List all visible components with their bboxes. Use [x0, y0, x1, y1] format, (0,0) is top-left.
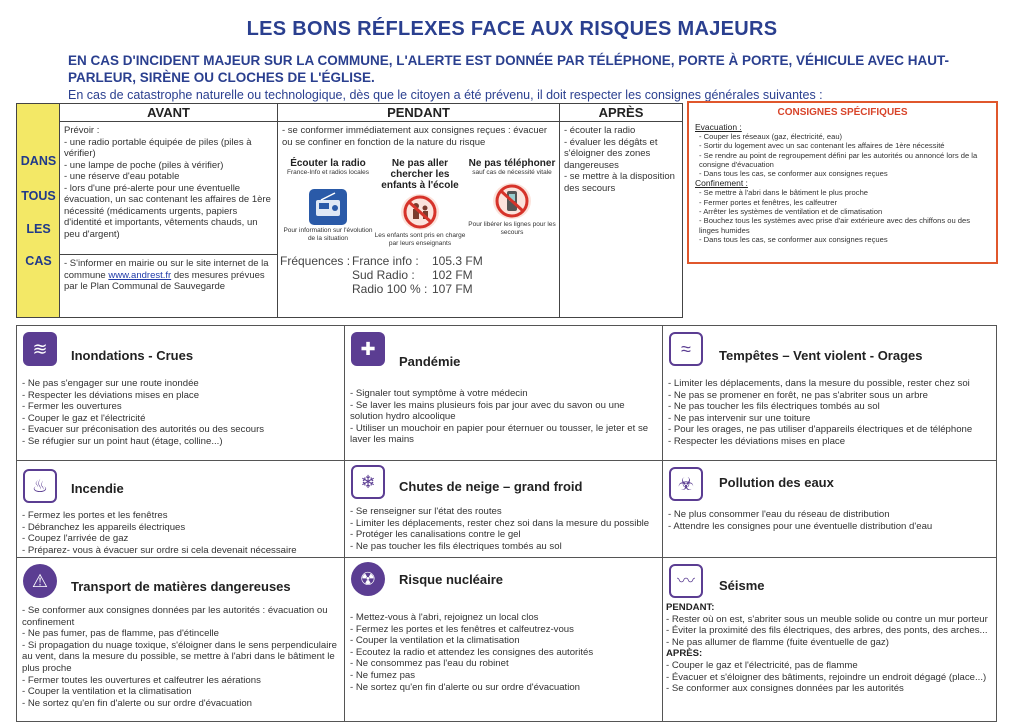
risk-line: - Fermer toutes les ouvertures et calfeutrer les aérations	[22, 674, 261, 686]
risk-card-inondations	[17, 326, 345, 461]
risk-card-pandemie	[345, 326, 663, 461]
risk-title: Risque nucléaire	[399, 572, 504, 587]
risk-line: - Protéger les canalisations contre le gel	[350, 529, 521, 541]
risk-title: Pollution des eaux	[719, 475, 834, 490]
risk-line: - Ne pas allumer de flamme (fuite éventuelle de gaz)	[666, 636, 889, 648]
seismic-icon: 〰	[669, 564, 703, 598]
pendant-action-caption: Pour information sur l'évolution de la situation	[283, 227, 373, 242]
risk-line: - Ne pas fumer, pas de flamme, pas d'étincelle	[22, 628, 219, 640]
ambulance-icon: ✚	[351, 332, 385, 366]
risk-line: - Ne pas toucher les fils électriques tombés au sol	[350, 540, 562, 552]
risk-line: - Ne sortez qu'en fin d'alerte ou sur ordre d'évacuation	[350, 681, 581, 693]
risk-line: - Se renseigner sur l'état des routes	[350, 506, 502, 517]
evacuation-item: - Couper les réseaux (gaz, électricité, eau)	[699, 132, 843, 141]
risk-line: - Limiter les déplacements, rester chez soi dans la mesure du possible	[350, 517, 650, 529]
risk-line: - Ne consommez pas l'eau du robinet	[350, 658, 509, 670]
risk-title: Séisme	[719, 578, 765, 593]
pendant-action-heading: Ne pas téléphoner	[468, 158, 556, 169]
risk-instructions	[668, 509, 993, 532]
apres-text	[560, 122, 682, 197]
risk-line: - Couper le gaz et l'électricité, pas de flamme	[666, 659, 858, 671]
flood-icon: ≋	[23, 332, 57, 366]
confinement-item: - Se mettre à l'abri dans le bâtiment le plus proche	[699, 188, 869, 198]
risk-line: - Évacuer et s'éloigner des bâtiments, rejoindre un endroit dégagé (place...)	[666, 671, 987, 683]
consignes-specifiques-box	[687, 101, 998, 264]
evacuation-item: - Sortir du logement avec un sac contenant les affaires de 1ère nécessité	[699, 141, 945, 151]
risk-card-pollution	[663, 461, 996, 558]
pendant-action-sub: France-Info et radios locales	[286, 169, 369, 176]
risk-line: - Pour les orages, ne pas utiliser d'appareils électriques et de téléphone	[668, 424, 973, 436]
risk-card-nucleaire	[345, 558, 663, 721]
nuclear-icon: ☢	[351, 562, 385, 596]
risk-line: - Ne fumez pas	[350, 669, 416, 681]
risk-title: Transport de matières dangereuses	[71, 579, 291, 594]
tous-label: TOUS	[21, 189, 56, 203]
general-instructions-table	[16, 103, 683, 318]
risk-line: - Ne pas se promener en forêt, ne pas s'abriter sous un arbre	[668, 389, 928, 401]
water-pollution-icon: ☣	[669, 467, 703, 501]
risk-line: - Se conformer aux consignes données par les autorités	[666, 683, 904, 695]
pendant-column	[278, 104, 560, 317]
pendant-action-caption: Les enfants sont pris en charge par leurs enseignants	[374, 232, 466, 247]
avant-column	[60, 104, 278, 317]
risk-line: - Fermez les portes et les fenêtres et calfeutrez-vous	[350, 623, 574, 635]
avant-line: Prévoir :	[64, 125, 100, 136]
risk-line: - Evacuer sur préconisation des autorités ou des secours	[22, 424, 265, 436]
risk-line: - Limiter les déplacements, dans la mesure du possible, rester chez soi	[668, 378, 970, 389]
risk-line: - Ne pas s'engager sur une route inondée	[22, 378, 199, 389]
risk-card-incendie	[17, 461, 345, 558]
pendant-action-caption: Pour libérer les lignes pour les secours	[468, 221, 556, 236]
risk-line: - Éviter la proximité des fils électriques, des arbres, des ponts, des arches...	[666, 625, 988, 637]
risk-line: - Respecter les déviations mises en place	[668, 435, 846, 447]
risk-instructions	[350, 612, 658, 693]
wind-icon: ≈	[669, 332, 703, 366]
avant-line: - lors d'une pré-alerte pour une éventuelle évacuation, un sac contenant les affaires de 1ère nécessité (médicaments urgents, papiers d'identité et importants, vêtements chauds, un peu d'argent)	[64, 182, 271, 240]
risk-line: - Se conformer aux consignes données par les autorités : évacuation ou confinement	[22, 605, 328, 628]
apres-header: APRÈS	[560, 104, 682, 122]
confinement-item: - Fermer portes et fenêtres, les calfeutrer	[699, 197, 838, 207]
apres-column	[560, 104, 682, 317]
risk-line: - Préparez- vous à évacuer sur ordre si cela devenait nécessaire	[22, 544, 297, 556]
risk-instructions	[22, 378, 340, 448]
no-phone-icon	[493, 183, 531, 219]
seisme-pendant-label: PENDANT:	[666, 602, 715, 613]
risk-line: - Fermer les ouvertures	[22, 401, 122, 413]
risk-line: - Se laver les mains plusieurs fois par jour avec du savon ou une solution hydro alcoolique	[350, 399, 625, 423]
risk-line: - Attendre les consignes pour une éventuelle distribution d'eau	[668, 520, 933, 532]
risk-instructions	[666, 602, 993, 695]
avant-info-before: - S'informer en mairie ou sur le site internet de la commune	[64, 258, 269, 281]
alert-text: EN CAS D'INCIDENT MAJEUR SUR LA COMMUNE, L'ALERTE EST DONNÉE PAR TÉLÉPHONE, PORTE À PORTE, VÉHICULE AVEC HAUT-PARLEUR, SIRÈNE OU CLOCHES DE L'ÉGLISE.	[68, 53, 949, 85]
risk-title: Inondations - Crues	[71, 348, 194, 363]
apres-line: - se mettre à la disposition des secours	[564, 171, 675, 194]
frequency-label: Fréquences :	[280, 254, 351, 268]
pendant-action-sub: sauf cas de nécessité vitale	[472, 169, 552, 176]
pendant-action-radio	[282, 158, 374, 243]
dans-label: DANS	[20, 154, 57, 168]
apres-line: - écouter la radio	[564, 125, 636, 136]
risk-card-seisme	[663, 558, 996, 721]
pendant-action-heading: Écouter la radio	[290, 158, 366, 169]
confinement-title: Confinement :	[695, 178, 748, 189]
commune-website-link[interactable]: www.andrest.fr	[108, 269, 172, 281]
risk-line: - Si propagation du nuage toxique, s'éloigner dans le sens perpendiculaire au vent, dans la mesure du possible, se mettre à l'abri dans le bâtiment le plus proche	[22, 639, 337, 674]
no-school-icon	[401, 194, 439, 230]
confinement-item: - Bouchez tous les systèmes avec prise d'air extérieure avec des chiffons ou des linges humides	[699, 216, 971, 235]
risk-instructions	[22, 510, 340, 556]
frequency-station: France info :	[352, 254, 419, 268]
hazmat-icon: ⚠	[23, 564, 57, 598]
pendant-action-school	[374, 158, 466, 248]
evacuation-item: - Se rendre au point de regroupement défini par les autorités ou annoncé lors de la consigne d'évacuation	[699, 150, 978, 169]
radio-frequencies	[278, 254, 560, 296]
risk-line: - Se réfugier sur un point haut (étage, colline...)	[22, 435, 223, 447]
avant-line: - une radio portable équipée de piles (piles à vérifier)	[64, 136, 252, 159]
risk-line: - Respecter les déviations mises en place	[22, 389, 200, 401]
risk-line: - Ne plus consommer l'eau du réseau de distribution	[668, 509, 890, 520]
risk-line: - Ne pas intervenir sur une toiture	[668, 412, 811, 424]
evacuation-item: - Dans tous les cas, se conformer aux consignes reçues	[699, 169, 888, 179]
avant-header: AVANT	[60, 104, 277, 122]
dans-tous-les-cas-column	[17, 104, 60, 317]
risk-title: Tempêtes – Vent violent - Orages	[719, 348, 923, 363]
risk-line: - Ne pas toucher les fils électriques tombés au sol	[668, 401, 880, 413]
risk-line: - Débranchez les appareils électriques	[22, 521, 186, 533]
risk-card-neige	[345, 461, 663, 558]
intro-text: En cas de catastrophe naturelle ou technologique, dès que le citoyen a été prévenu, il doit respecter les consignes générales suivantes :	[68, 88, 823, 102]
risks-grid	[16, 325, 997, 722]
risk-line: - Coupez l'arrivée de gaz	[22, 533, 129, 545]
risk-title: Incendie	[71, 481, 124, 496]
pendant-header: PENDANT	[278, 104, 559, 122]
avant-info	[60, 254, 278, 296]
fire-icon: ♨	[23, 469, 57, 503]
risk-title: Pandémie	[399, 354, 461, 369]
risk-line: - Ne sortez qu'en fin d'alerte ou sur ordre d'évacuation	[22, 697, 253, 709]
risk-line: - Couper le gaz et l'électricité	[22, 412, 146, 424]
snow-icon: ❄	[351, 465, 385, 499]
confinement-item: - Arrêter les systèmes de ventilation et de climatisation	[699, 207, 883, 217]
frequency-station: Radio 100 % :	[352, 282, 428, 296]
les-label: LES	[26, 222, 51, 236]
frequency-value: 102 FM	[432, 268, 473, 282]
risk-line: - Couper la ventilation et la climatisation	[22, 686, 192, 698]
frequency-value: 107 FM	[432, 282, 473, 296]
evacuation-title: Evacuation :	[695, 122, 742, 132]
risk-title: Chutes de neige – grand froid	[399, 479, 583, 494]
pendant-action-phone	[466, 158, 558, 237]
confinement-item: - Dans tous les cas, se conformer aux consignes reçues	[699, 234, 888, 244]
avant-text	[60, 122, 277, 243]
frequency-value: 105.3 FM	[432, 254, 483, 268]
risk-line: - Ecoutez la radio et attendez les consignes des autorités	[350, 646, 594, 658]
risk-instructions	[22, 605, 340, 709]
frequency-station: Sud Radio :	[352, 268, 415, 282]
risk-line: - Utiliser un mouchoir en papier pour éternuer ou tousser, le jeter et se laver les mains	[350, 422, 649, 446]
pendant-action-heading: Ne pas aller chercher les enfants à l'école	[381, 158, 459, 191]
risk-instructions	[668, 378, 993, 448]
risk-line: - Fermez les portes et les fenêtres	[22, 510, 168, 521]
risk-line: - Couper la ventilation et la climatisation	[350, 635, 520, 647]
apres-line: - évaluer les dégâts et s'éloigner des zones dangereuses	[564, 136, 658, 171]
avant-line: - une réserve d'eau potable	[64, 171, 180, 182]
risk-line: - Mettez-vous à l'abri, rejoignez un local clos	[350, 612, 539, 623]
seisme-apres-label: APRÈS:	[666, 648, 703, 660]
risk-line: - Signaler tout symptôme à votre médecin	[350, 388, 528, 399]
consignes-header: CONSIGNES SPÉCIFIQUES	[777, 107, 908, 118]
risk-instructions	[350, 388, 658, 446]
page-title: LES BONS RÉFLEXES FACE AUX RISQUES MAJEURS	[246, 18, 778, 40]
pendant-intro: - se conformer immédiatement aux consignes reçues : évacuer ou se confiner en fonction de la nature du risque	[282, 125, 548, 148]
avant-info-after: des mesures prévues par le Plan Communal de Sauvegarde	[64, 269, 265, 292]
radio-icon	[309, 189, 347, 225]
risk-instructions	[350, 506, 658, 552]
cas-label: CAS	[25, 254, 52, 268]
risk-card-tmd	[17, 558, 345, 721]
avant-line: - une lampe de poche (piles à vérifier)	[64, 159, 224, 171]
risk-card-tempetes	[663, 326, 996, 461]
risk-line: - Rester où on est, s'abriter sous un meuble solide ou contre un mur porteur	[666, 613, 988, 625]
